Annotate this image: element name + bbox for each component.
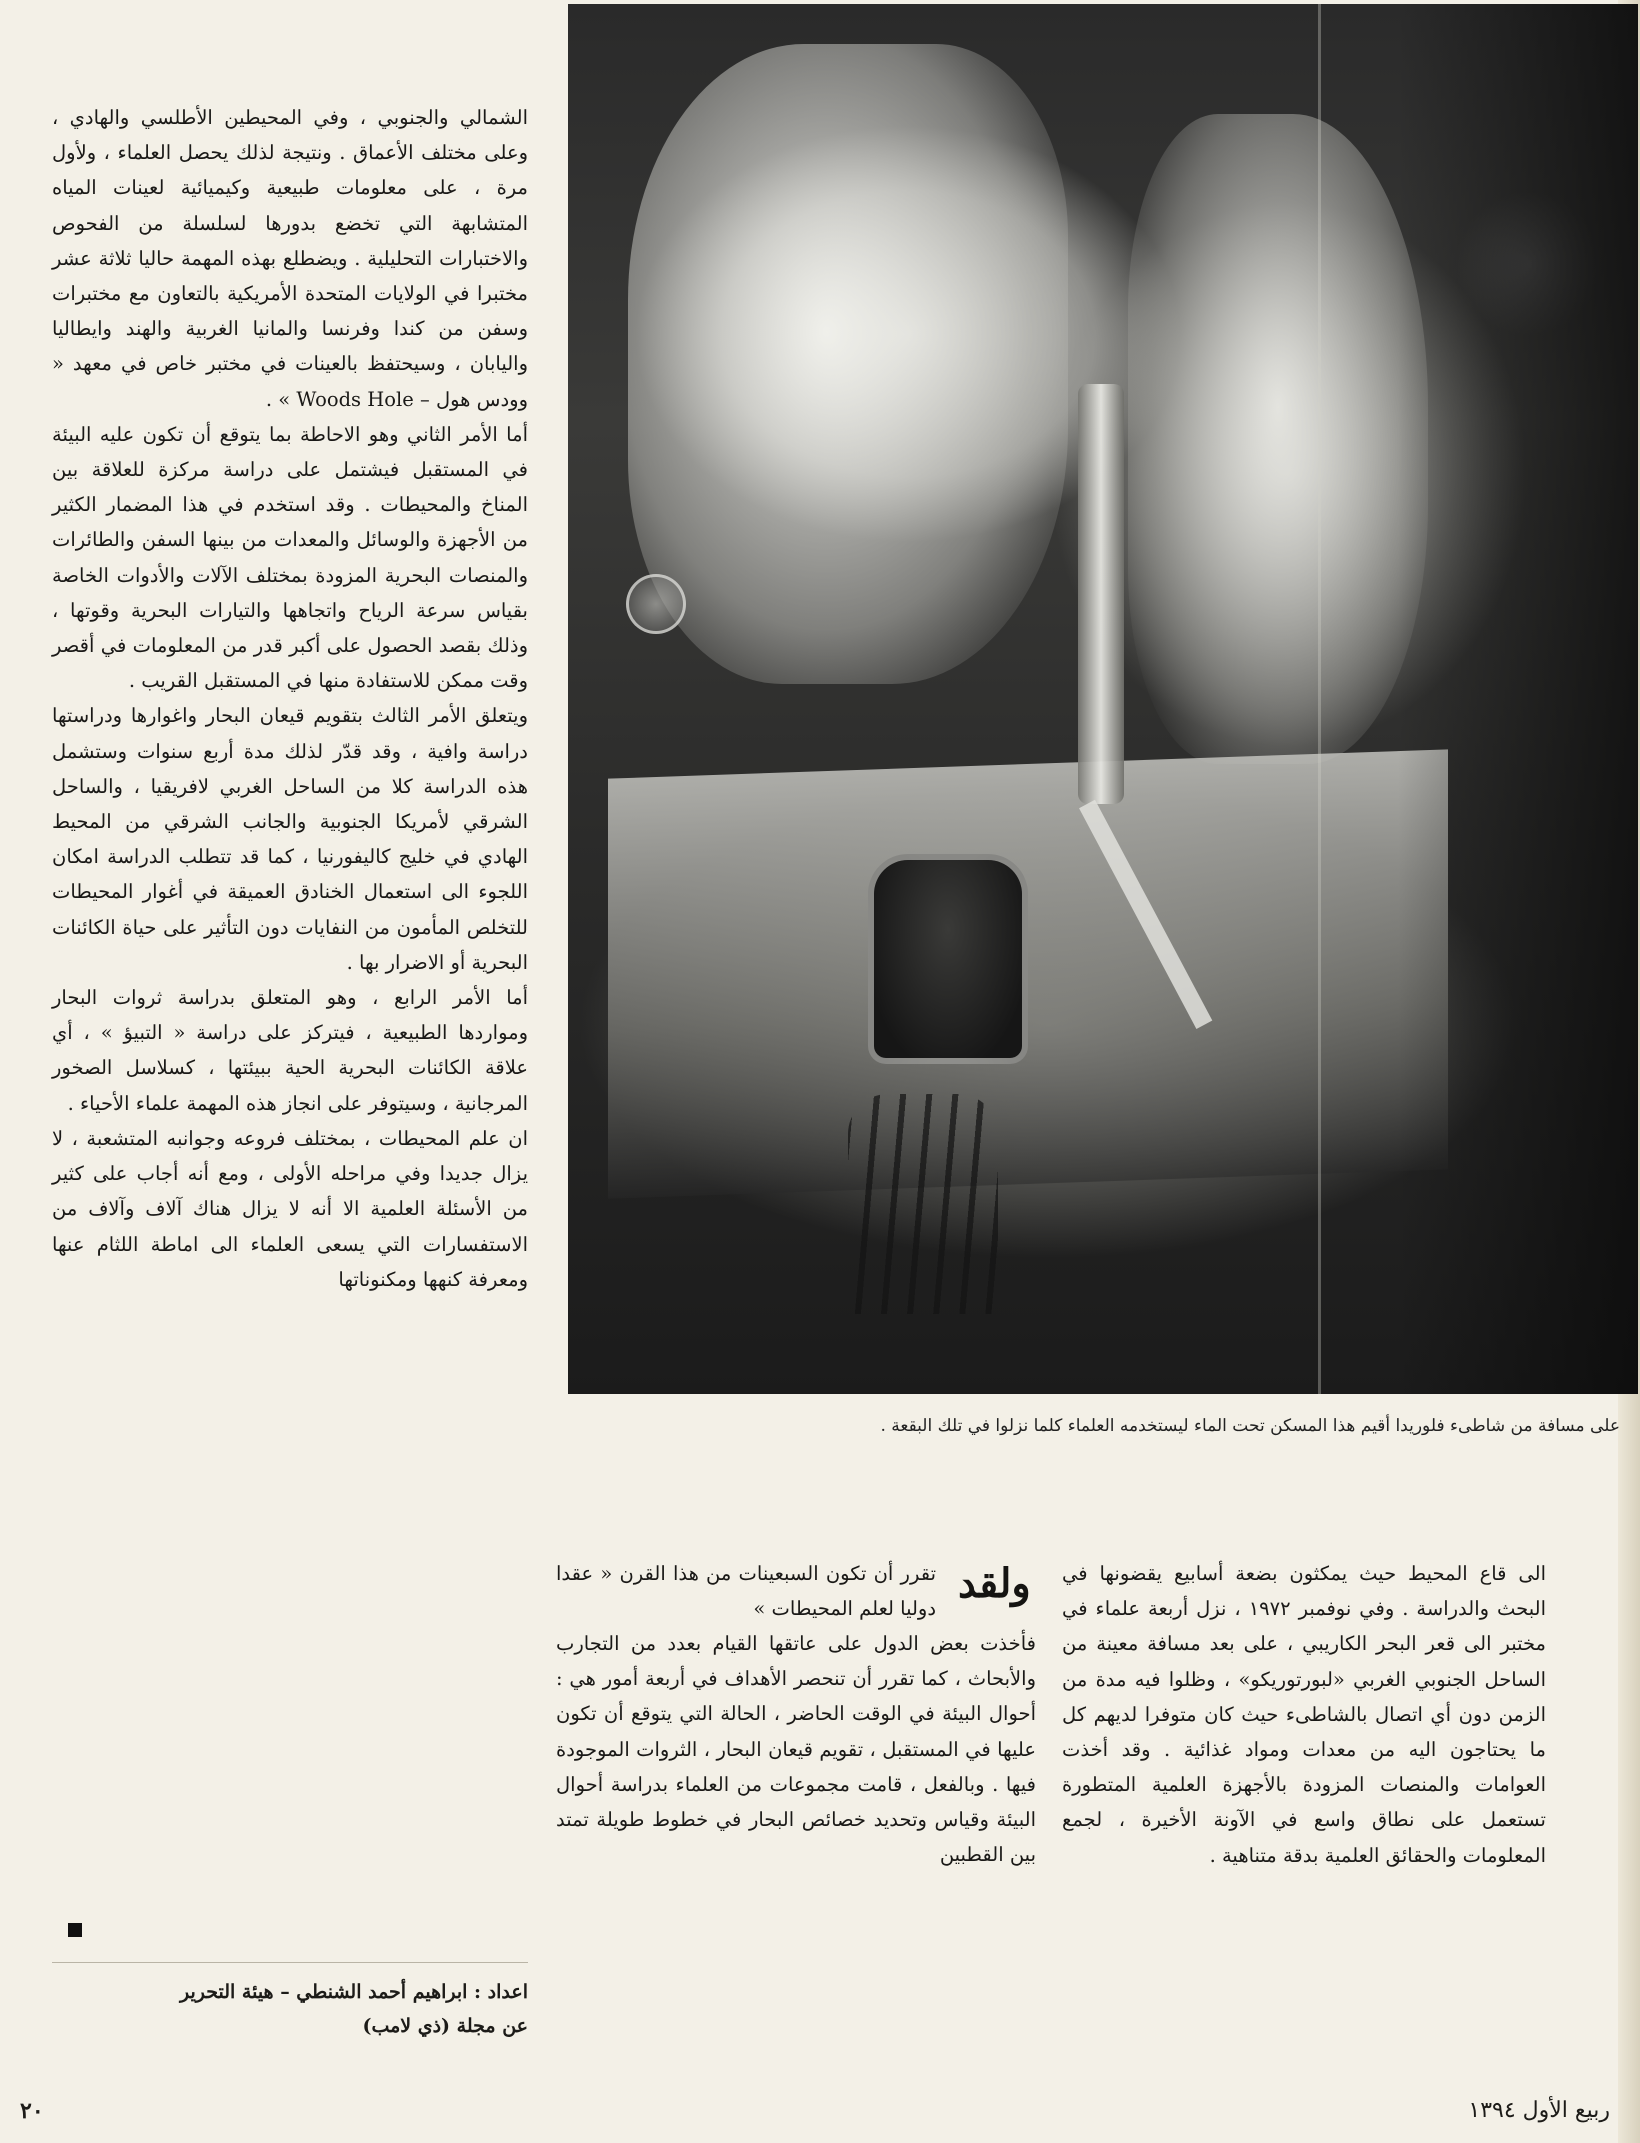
underwater-habitat-photo [568, 4, 1638, 1394]
right-column: الى قاع المحيط حيث يمكثون بضعة أسابيع يقضونها في البحث والدراسة . وفي نوفمبر ١٩٧٢ ، نزل أربعة علماء في مختبر الى قعر البحر الكاريبي ، على بعد مسافة معينة من الساحل الجنوبي الغربي «لبورتوريكو» ، وظلوا فيه مدة من الزمن دون أي اتصال بالشاطىء حيث كان متوفرا لديهم كل ما يحتاجون اليه من معدات ومواد غذائية . وقد أخذت العوامات والمنصات المزودة بالأجهزة العلمية المتطورة تستعمل على نطاق واسع في الآونة الأخيرة ، لجمع المعلومات والحقائق العلمية بدقة متناهية . [1062, 1562, 1546, 1867]
issue-date: ربيع الأول ١٣٩٤ [1468, 2098, 1610, 2123]
middle-column-intro: تقرر أن تكون السبعينات من هذا القرن « عقدا دوليا لعلم المحيطات » [556, 1562, 936, 1621]
habitat-base [608, 749, 1448, 1198]
habitat-hatch [868, 854, 1028, 1064]
dropcap: ولقد [958, 1560, 1031, 1607]
paragraph: ان علم المحيطات ، بمختلف فروعه وجوانبه المتشعبة ، لا يزال جديدا وفي مراحله الأولى ، ومع أنه أجاب على كثير من الأسئلة العلمية الا أنه لا يزال هناك آلاف وآلاف من الاستفسارات التي يسعى العلماء الى اماطة اللثام عنها ومعرفة كنهها ومكنوناتها [52, 1126, 528, 1291]
credit-divider [52, 1962, 528, 1963]
paragraph: أما الأمر الرابع ، وهو المتعلق بدراسة ثروات البحار ومواردها الطبيعية ، فيتركز على دراسة « التبيؤ » ، أي علاقة الكائنات البحرية الحية ببيئتها ، كسلاسل الصخور المرجانية ، وسيتوفر على انجاز هذه المهمة علماء الأحياء . [52, 986, 528, 1115]
middle-column: فأخذت بعض الدول على عاتقها القيام بعدد من التجارب والأبحاث ، كما تقرر أن تنحصر الأهداف في أربعة أمور هي : أحوال البيئة في الوقت الحاضر ، الحالة التي يتوقع أن تكون عليها في المستقبل ، تقويم قيعان البحار ، الثروات الموجودة فيها . وبالفعل ، قامت مجموعات من العلماء بدراسة أحوال البيئة وقياس وتحديد خصائص البحار في خطوط طويلة تمتد بين القطبين [556, 1632, 1036, 1867]
seaweed [848, 1094, 998, 1314]
photo-shadow [1398, 4, 1638, 1394]
left-column [52, 100, 528, 1297]
page-number: ٢٠ [20, 2098, 44, 2124]
ge-logo [626, 574, 686, 634]
paragraph: ويتعلق الأمر الثالث بتقويم قيعان البحار واغوارها ودراستها دراسة وافية ، وقد قدّر لذلك مدة أربع سنوات وستشمل هذه الدراسة كلا من الساحل الغربي لافريقيا ، والساحل الشرقي لأمريكا الجنوبية والجانب الشرقي من المحيط الهادي في خليج كاليفورنيا ، كما قد تتطلب الدراسة امكان اللجوء الى استعمال الخنادق العميقة في أغوار المحيطات للتخلص المأمون من النفايات دون التأثير على حياة الكائنات البحرية أو الاضرار بها . [52, 704, 528, 974]
paragraph: الشمالي والجنوبي ، وفي المحيطين الأطلسي والهادي ، وعلى مختلف الأعماق . ونتيجة لذلك يحصل العلماء ، ولأول مرة ، على معلومات طبيعية وكيميائية لعينات المياه المتشابهة التي تخضع بدورها لسلسلة من الفحوص والاختبارات التحليلية . ويضطلع بهذه المهمة حاليا ثلاثة عشر مختبرا في الولايات المتحدة الأمريكية بالتعاون مع مختبرات وسفن من كندا وفرنسا والمانيا الغربية والهند وايطاليا واليابان ، وسيحتفظ بالعينات في مختبر خاص في معهد « وودس هول – Woods Hole » . [52, 106, 528, 411]
paragraph: أما الأمر الثاني وهو الاحاطة بما يتوقع أن تكون عليه البيئة في المستقبل فيشتمل على دراسة مركزة للعلاقة بين المناخ والمحيطات . وقد استخدم في هذا المضمار الكثير من الأجهزة والوسائل والمعدات من بينها السفن والطائرات والمنصات البحرية المزودة بمختلف الآلات والأدوات الخاصة بقياس سرعة الرياح واتجاهها والتيارات البحرية وقوتها ، وذلك بقصد الحصول على أكبر قدر من المعلومات في أقصر وقت ممكن للاستفادة منها في المستقبل القريب . [52, 422, 528, 693]
credit-source: عن مجلة (ذي لامب) [362, 2015, 528, 2037]
article-credit [52, 1975, 528, 2043]
habitat-tank-left [628, 44, 1068, 684]
habitat-tank-right [1128, 114, 1428, 764]
photo-streak [1318, 4, 1321, 1394]
photo-caption: على مسافة من شاطىء فلوريدا أقيم هذا المسكن تحت الماء ليستخدمه العلماء كلما نزلوا في تلك البقعة . [880, 1416, 1620, 1436]
habitat-pipe [1078, 384, 1124, 804]
end-mark [68, 1923, 82, 1937]
credit-author: اعداد : ابراهيم أحمد الشنطي – هيئة التحرير [179, 1981, 528, 2003]
